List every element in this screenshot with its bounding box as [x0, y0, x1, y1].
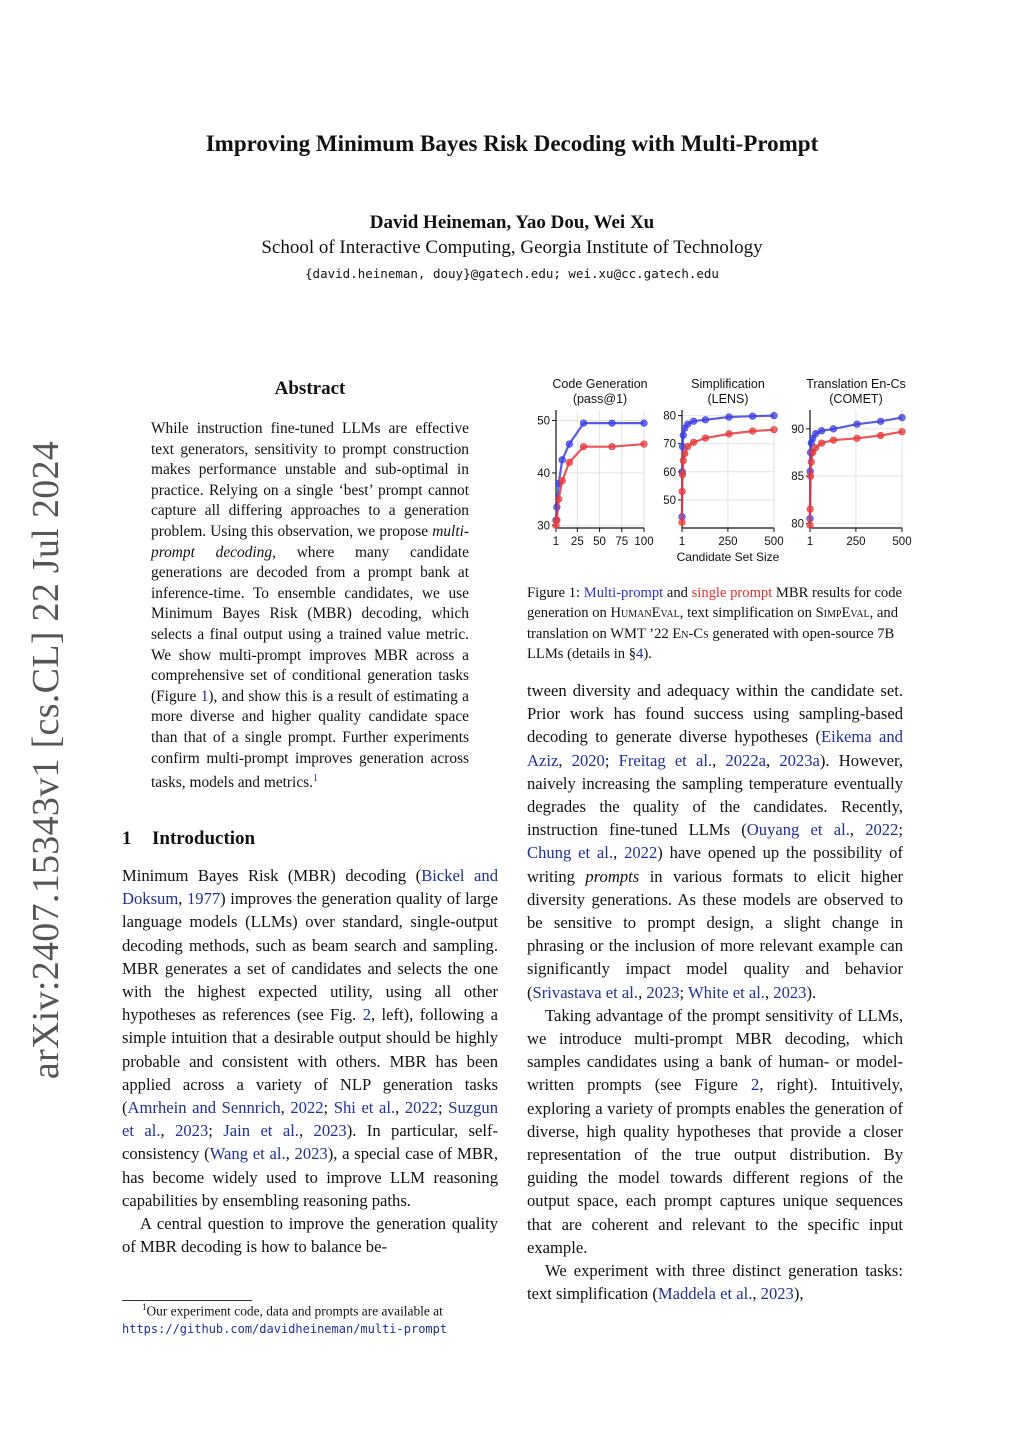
y-tick-label: 50: [663, 494, 676, 507]
body-text: Taking advantage of the prompt sensitivity of LLMs, we introduce multi-prompt MBR decoding, which samples candidates using a bank of human- or model-written prompts (see Figure: [527, 1005, 903, 1095]
body-text: ;: [208, 1121, 224, 1141]
data-point: [807, 506, 814, 513]
citation-link[interactable]: Shi et al.: [333, 1098, 396, 1118]
body-text: ;: [438, 1098, 449, 1118]
citation-link[interactable]: Jain et al.: [223, 1121, 299, 1141]
body-text: ;: [679, 982, 689, 1002]
data-point: [609, 443, 616, 450]
figure-1-caption: [527, 583, 905, 665]
body-text: ,: [395, 1098, 405, 1118]
citation-link[interactable]: 2020: [571, 750, 605, 770]
citation-link[interactable]: 1977: [186, 889, 221, 909]
data-point: [808, 459, 815, 466]
body-text: ,: [160, 1121, 176, 1141]
x-tick-label: 250: [846, 536, 866, 548]
right-paragraph-2: [527, 1004, 903, 1259]
caption-dataset: En-Cs: [672, 625, 709, 642]
body-text: ,: [558, 750, 572, 770]
author-emails: {david.heineman, douy}@gatech.edu; wei.xu@cc.gatech.edu: [305, 266, 719, 281]
paper-title: Improving Minimum Bayes Risk Decoding with Multi-Prompt: [205, 131, 819, 156]
data-point: [690, 439, 697, 446]
caption-text: generated with open-source 7B LLMs (details in §: [527, 625, 895, 663]
citation-link[interactable]: 2023: [175, 1121, 209, 1141]
data-point: [812, 444, 819, 451]
body-text: ,: [764, 982, 774, 1002]
right-column: [527, 679, 903, 1305]
y-tick-label: 60: [663, 466, 676, 479]
abstract-emphasis: multi-prompt decoding: [151, 522, 469, 561]
data-point: [749, 428, 756, 435]
x-tick-label: 1: [552, 536, 560, 548]
data-point: [580, 420, 587, 427]
intro-paragraph-1: [122, 864, 498, 1212]
body-text: ,: [752, 1284, 761, 1304]
body-text: ;: [898, 820, 904, 840]
body-text: Minimum Bayes Risk (MBR) decoding (: [122, 866, 422, 885]
caption-multi-prompt: Multi-prompt: [583, 585, 664, 601]
y-tick-label: 85: [791, 471, 804, 484]
section-link[interactable]: 4: [636, 646, 644, 663]
body-text: A central question to improve the generation quality of MBR decoding is how to balance be-: [122, 1214, 498, 1257]
data-point: [749, 413, 756, 420]
author-list: David Heineman, Yao Dou, Wei Xu: [369, 212, 655, 233]
citation-link[interactable]: 2023: [294, 1144, 328, 1164]
body-text: in various formats to elicit higher diversity generations. As these models are observed to be sensitive to prompt design, a slight change in phrasing or the inclusion of more relevant example can significantly impact model quality and behavior (: [527, 866, 903, 1002]
arxiv-sidebar: [16, 440, 76, 1080]
footnote-link[interactable]: 1: [313, 773, 318, 785]
body-text: ,: [280, 1098, 291, 1118]
data-point: [818, 427, 825, 434]
caption-text: , text simplification on: [679, 605, 816, 622]
x-tick-label: 250: [718, 536, 738, 548]
caption-text: MBR results for code generation on: [527, 585, 902, 622]
x-tick-label: 50: [593, 536, 606, 548]
caption-dataset: SimpEval: [815, 605, 870, 622]
y-tick-label: 80: [663, 410, 676, 423]
citation-link[interactable]: Bickel and Doksum: [122, 866, 498, 909]
data-point: [818, 440, 825, 447]
body-text: ) have opened up the possibility of writing: [527, 843, 903, 886]
data-point: [580, 443, 587, 450]
y-tick-label: 90: [791, 423, 804, 436]
y-tick-label: 80: [791, 518, 804, 531]
body-text: We experiment with three distinct generation tasks: text simplification (: [527, 1261, 903, 1304]
data-point: [771, 426, 778, 433]
caption-dataset: HumanEval: [610, 605, 680, 622]
data-point: [680, 457, 687, 464]
data-point: [679, 519, 686, 526]
chart-subtitle: (LENS): [707, 392, 749, 406]
body-text: , right). Intuitively, exploring a variety of prompts enables the generation of diverse, high quality hypotheses that provide a closer representation of the true output distribution. By guiding the model towards different regions of the output space, each prompt captures unique sequences that are coherent and relevant to the specific input example.: [527, 1075, 903, 1257]
repository-link[interactable]: https://github.com/davidheineman/multi-prompt: [122, 1322, 448, 1337]
caption-text: ).: [643, 646, 652, 663]
data-point: [812, 430, 819, 437]
citation-link[interactable]: 2023: [313, 1121, 347, 1141]
data-point: [679, 488, 686, 495]
x-tick-label: 500: [764, 536, 784, 548]
section-title: Introduction: [152, 828, 256, 849]
data-point: [726, 431, 733, 438]
data-point: [807, 473, 814, 480]
citation-link[interactable]: Srivastava et al.: [532, 982, 639, 1002]
chart-subtitle: (COMET): [829, 392, 883, 406]
data-point: [566, 441, 573, 448]
data-point: [854, 421, 861, 428]
chart-title: Code Generation: [552, 377, 648, 391]
citation-link[interactable]: 2: [751, 1075, 760, 1095]
data-point: [566, 459, 573, 466]
x-tick-label: 75: [615, 536, 629, 548]
citation-link[interactable]: Maddela et al.: [657, 1284, 753, 1304]
data-point: [684, 421, 691, 428]
body-text: ,: [849, 820, 866, 840]
citation-link[interactable]: Amrhein and Sennrich: [127, 1098, 281, 1118]
caption-label: Figure 1:: [527, 585, 584, 601]
citation-link[interactable]: White et al.: [688, 982, 765, 1002]
data-point: [641, 441, 648, 448]
data-point: [830, 426, 837, 433]
intro-paragraph-2: [122, 1212, 498, 1258]
body-text: ,: [298, 1121, 314, 1141]
footnote-text: Our experiment code, data and prompts are available at: [146, 1303, 443, 1319]
y-tick-label: 50: [537, 415, 550, 428]
data-point: [807, 522, 814, 529]
section-heading: [122, 828, 255, 850]
affiliation: School of Interactive Computing, Georgia Institute of Technology: [261, 237, 763, 258]
data-point: [559, 478, 566, 485]
body-text: ,: [285, 1144, 295, 1164]
citation-link[interactable]: Chung et al.: [527, 843, 614, 863]
data-point: [830, 437, 837, 444]
data-point: [684, 443, 691, 450]
y-tick-label: 70: [663, 438, 676, 451]
figure-1-charts: [520, 370, 912, 570]
citation-link[interactable]: Suzgun et al.: [122, 1098, 499, 1141]
body-text: ), a special case of MBR, has become widely used to improve LLM reasoning capabilities by ensembling reasoning paths.: [122, 1144, 498, 1210]
citation-link[interactable]: 2023: [773, 982, 807, 1002]
data-point: [680, 432, 687, 439]
data-point: [771, 412, 778, 419]
x-tick-label: 100: [634, 536, 654, 548]
citation-link[interactable]: 2023a: [779, 750, 820, 770]
data-point: [702, 417, 709, 424]
data-point: [877, 418, 884, 425]
emphasis-text: prompts: [585, 866, 640, 886]
body-text: ;: [323, 1098, 334, 1118]
chart-title: Translation En-Cs: [806, 377, 906, 391]
abstract-heading: Abstract: [274, 378, 346, 399]
right-paragraph-1: [527, 679, 903, 1004]
x-tick-label: 1: [678, 536, 686, 548]
footnote: [122, 1298, 502, 1338]
section-number: 1: [122, 828, 132, 849]
chart-title: Simplification: [691, 377, 765, 391]
arxiv-identifier: arXiv:2407.15343v1 [cs.CL] 22 Jul 2024: [25, 440, 67, 1080]
data-point: [554, 517, 561, 524]
data-point: [899, 428, 906, 435]
citation-link[interactable]: 2022: [290, 1098, 324, 1118]
data-point: [690, 418, 697, 425]
y-tick-label: 30: [537, 520, 550, 533]
citation-link[interactable]: 2022: [404, 1098, 439, 1118]
abstract-text: ), and show this is a result of estimating a more diverse and higher quality candidate space than that of a single prompt. Further experiments confirm multi-prompt improves generation across tasks, models and metrics.: [151, 687, 469, 792]
abstract-body: [151, 419, 469, 794]
citation-link[interactable]: 2: [362, 1005, 371, 1025]
y-tick-label: 40: [537, 467, 550, 480]
body-text: ,: [638, 982, 647, 1002]
x-axis-label: Candidate Set Size: [676, 550, 780, 564]
data-point: [609, 420, 616, 427]
citation-link[interactable]: Ouyang et al.: [746, 820, 850, 840]
citation-link[interactable]: 2023: [646, 982, 680, 1002]
abstract-text: , where many candidate generations are decoded from a prompt bank at inference-time. To ensemble candidates, we use Minimum Bayes Risk (MBR) decoding, which selects a final output using a trained value metric. We show multi-prompt improves MBR across a comprehensive set of conditional generation tasks (Figure: [151, 543, 469, 705]
data-point: [681, 450, 688, 457]
body-text: ).: [806, 982, 817, 1002]
body-text: , left), following a simple intuition that a desirable output should be highly probable and consistent with others. MBR has been applied across a variety of NLP generation tasks (: [122, 1005, 498, 1118]
chart-subtitle: (pass@1): [572, 392, 628, 406]
x-tick-label: 500: [892, 536, 912, 548]
body-text: ) improves the generation quality of large language models (LLMs) over standard, single-output decoding methods, such as beam search and sampling. MBR generates a set of candidates and selects the one with the highest expected utility, using all other hypotheses as references (see Fig.: [122, 889, 499, 1025]
right-paragraph-3: [527, 1259, 903, 1305]
data-point: [641, 420, 648, 427]
left-column: [122, 864, 498, 1258]
body-text: ,: [765, 750, 780, 770]
data-point: [854, 435, 861, 442]
citation-link[interactable]: 2022: [624, 843, 658, 863]
x-tick-label: 25: [570, 536, 584, 548]
abstract-text: While instruction fine-tuned LLMs are effective text generators, sensitivity to prompt construction makes performance unstable and sub-optimal in practice. Relying on a single ‘best’ prompt cannot capture all differing approaches to a generation problem. Using this observation, we propose: [151, 420, 469, 540]
body-text: ,: [178, 889, 187, 909]
citation-link[interactable]: 2022a: [725, 750, 766, 770]
body-text: ). However, naively increasing the sampling temperature eventually degrades the quality of the candidates. Recently, instruction fine-tuned LLMs (: [527, 750, 904, 840]
citation-link[interactable]: 2022: [865, 820, 899, 840]
body-text: ,: [712, 750, 726, 770]
citation-link[interactable]: Wang et al.: [209, 1144, 286, 1164]
data-point: [899, 414, 906, 421]
x-tick-label: 1: [806, 536, 814, 548]
body-text: ),: [793, 1284, 804, 1304]
data-point: [726, 414, 733, 421]
data-point: [679, 471, 686, 478]
body-text: ;: [604, 750, 619, 770]
caption-text: and: [663, 585, 692, 601]
body-text: ). In particular, self-consistency (: [122, 1121, 498, 1164]
citation-link[interactable]: 2023: [760, 1284, 794, 1304]
data-point: [877, 432, 884, 439]
data-point: [559, 457, 566, 464]
citation-link[interactable]: Eikema and Aziz: [527, 727, 903, 770]
data-point: [702, 435, 709, 442]
caption-text: , and translation on WMT ’22: [527, 605, 899, 642]
data-point: [555, 496, 562, 503]
body-text: ,: [613, 843, 625, 863]
caption-single-prompt: single prompt: [691, 585, 773, 601]
citation-link[interactable]: Freitag et al.: [618, 750, 713, 770]
footnote-mark: 1: [142, 1302, 147, 1312]
figure-link[interactable]: 1: [200, 687, 209, 705]
body-text: tween diversity and adequacy within the candidate set. Prior work has found success using sampling-based decoding to generate diverse hypotheses (: [527, 681, 903, 747]
